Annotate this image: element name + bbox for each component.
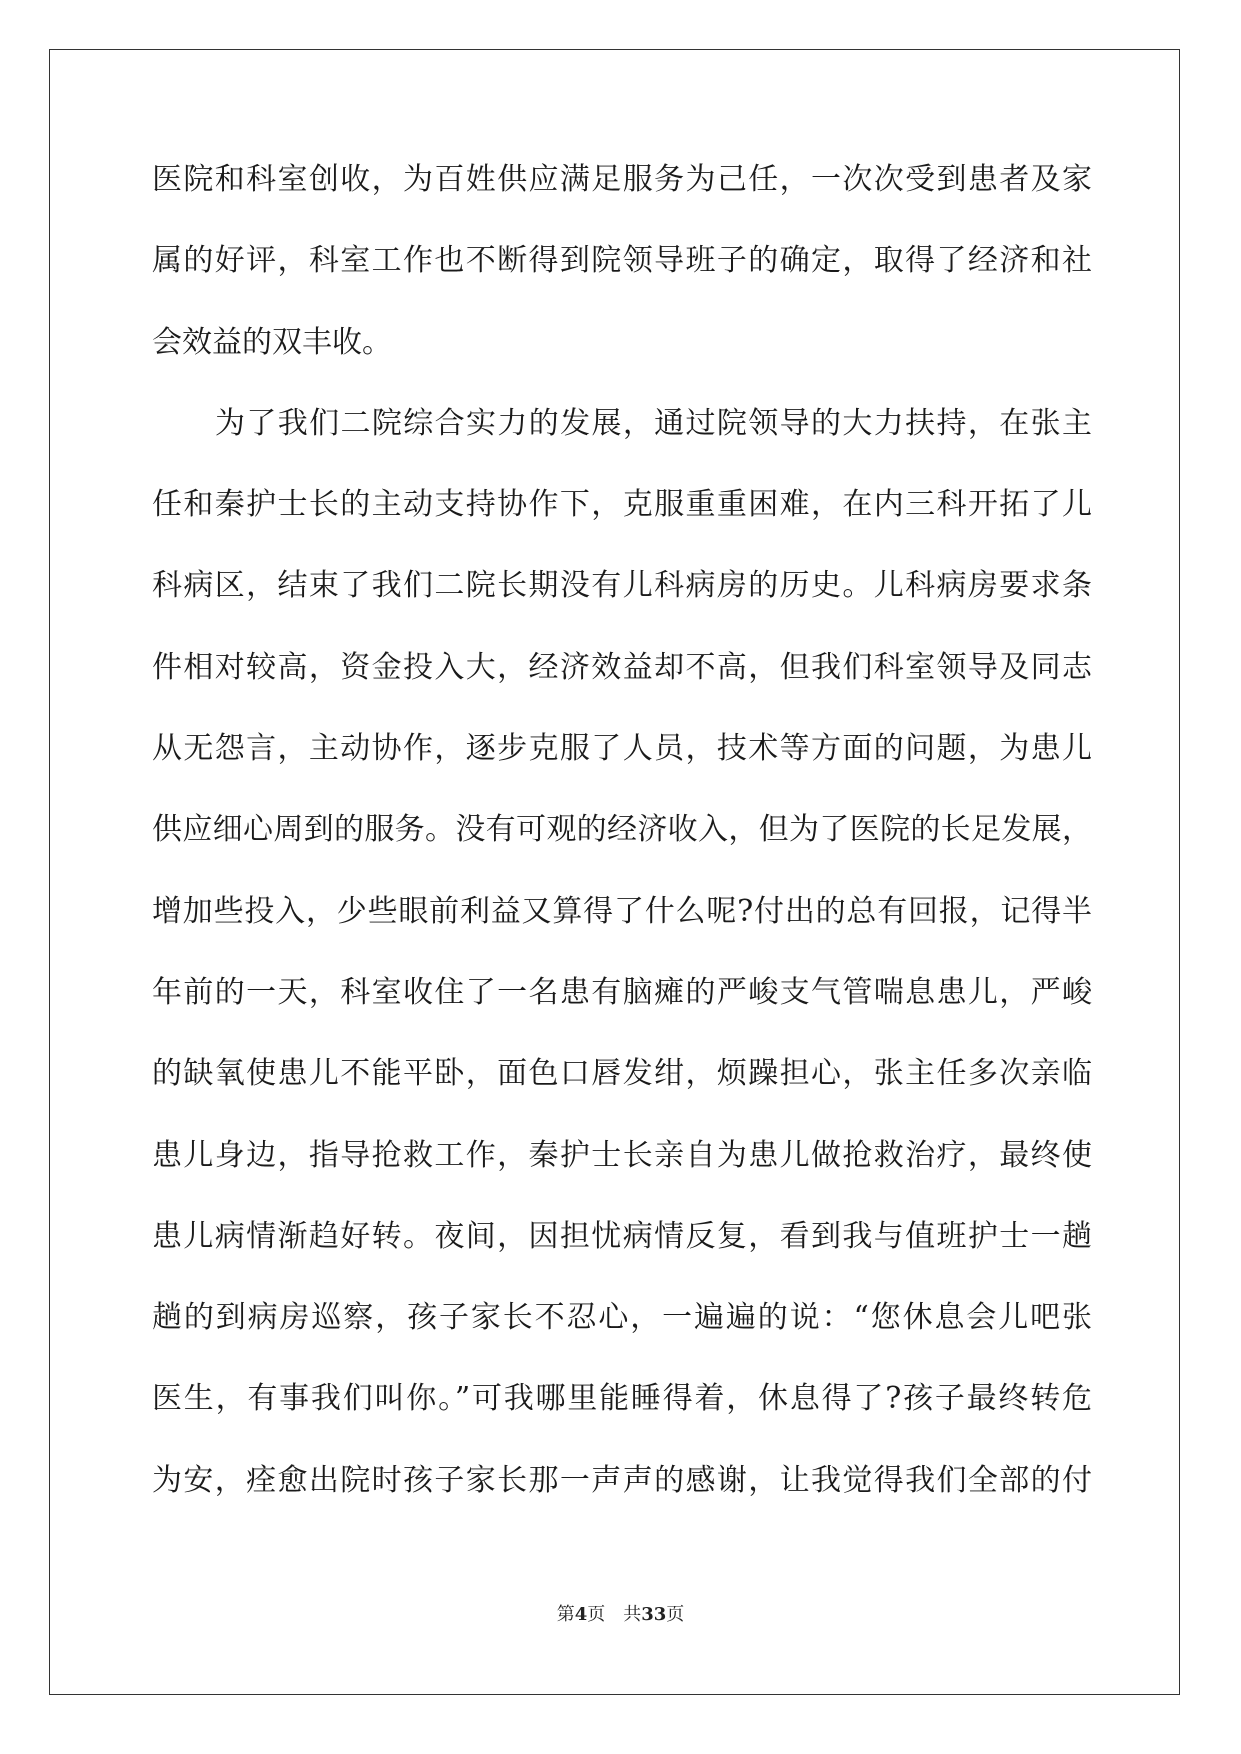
text-line: 任和秦护士长的主动支持协作下，克服重重困难，在内三科开拓了儿 [152, 487, 1092, 523]
text-line: 从无怨言，主动协作，逐步克服了人员，技术等方面的问题，为患儿 [152, 731, 1092, 767]
footer-total-suffix: 页 [666, 1604, 685, 1625]
text-line: 医生，有事我们叫你。”可我哪里能睡得着，休息得了?孩子最终转危 [152, 1381, 1092, 1417]
paragraph-first-line: 为了我们二院综合实力的发展，通过院领导的大力扶持，在张主 [215, 405, 1092, 441]
text-line: 患儿身边，指导抢救工作，秦护士长亲自为患儿做抢救治疗，最终使 [152, 1137, 1092, 1173]
footer-total-prefix: 共 [623, 1604, 642, 1625]
text-line: 件相对较高，资金投入大，经济效益却不高，但我们科室领导及同志 [152, 649, 1092, 685]
footer-page-suffix: 页 [587, 1604, 606, 1625]
text-line: 供应细心周到的服务。没有可观的经济收入，但为了医院的长足发展， [152, 812, 1092, 848]
text-line: 属的好评，科室工作也不断得到院领导班子的确定，取得了经济和社 [152, 243, 1092, 279]
text-line: 年前的一天，科室收住了一名患有脑瘫的严峻支气管喘息患儿，严峻 [152, 974, 1092, 1010]
text-line: 医院和科室创收，为百姓供应满足服务为己任，一次次受到患者及家 [152, 162, 1092, 197]
total-pages: 33 [641, 1604, 667, 1625]
text-line: 为安，痊愈出院时孩子家长那一声声的感谢，让我觉得我们全部的付 [152, 1462, 1092, 1498]
text-line: 趟的到病房巡察，孩子家长不忍心，一遍遍的说：“您休息会儿吧张 [152, 1300, 1092, 1336]
text-line: 增加些投入，少些眼前利益又算得了什么呢?付出的总有回报，记得半 [152, 893, 1092, 929]
text-line: 的缺氧使患儿不能平卧，面色口唇发绀，烦躁担心，张主任多次亲临 [152, 1056, 1092, 1092]
page-footer [0, 1600, 1241, 1626]
text-line: 患儿病情渐趋好转。夜间，因担忧病情反复，看到我与值班护士一趟 [152, 1218, 1092, 1254]
text-line: 科病区，结束了我们二院长期没有儿科病房的历史。儿科病房要求条 [152, 568, 1092, 604]
text-line: 会效益的双丰收。 [152, 324, 392, 360]
footer-prefix: 第 [556, 1604, 575, 1625]
document-body [152, 160, 1092, 1542]
page-number: 4 [574, 1604, 588, 1625]
